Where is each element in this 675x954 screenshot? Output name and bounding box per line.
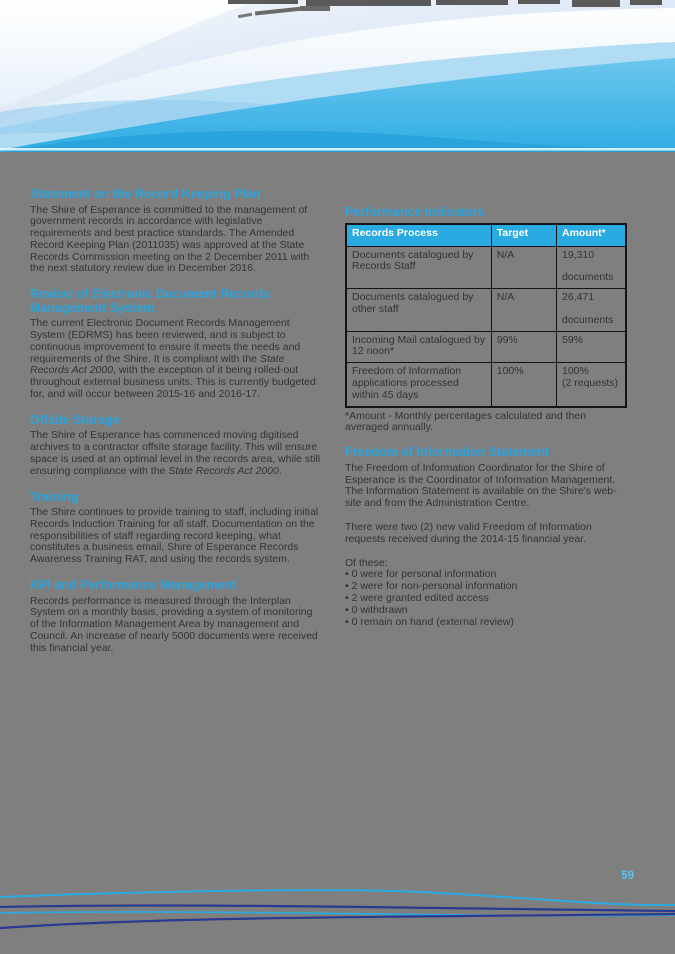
body-part: , with the exception of it being rolled-out throughout external business units. This is currently budgeted for, and will occur between 2015-16 and 2016-17. xyxy=(30,364,316,401)
page-number: 59 xyxy=(621,870,634,882)
cell-amount xyxy=(557,363,627,407)
section-offsite-storage xyxy=(30,414,323,478)
cell-target: 100% xyxy=(491,363,556,407)
list-item: • 0 remain on hand (external review) xyxy=(345,615,514,628)
cell-process: Freedom of Information applications processed within 45 days xyxy=(346,363,491,407)
list-item: • 0 withdrawn xyxy=(345,603,408,616)
section-body xyxy=(30,318,323,401)
section-body: Records performance is measured through the Interplan System on a monthly basis, providing a system of monitoring of the Information Management Area by management and Council. An increase of nearly 5000 documents were received this financial year. xyxy=(30,594,318,654)
amount-unit: documents xyxy=(562,271,614,284)
cutoff-text-fragments xyxy=(0,0,675,22)
column-header-records-process: Records Process xyxy=(346,224,491,247)
cell-process: Documents catalogued by other staff xyxy=(346,289,491,332)
foi-paragraph-1: The Freedom of Information Coordinator for the Shire of Esperance is the Coordinator of Information Management. The Information Statement is available on the Shire's web-site and from the Administration Centre. xyxy=(345,461,617,510)
body-part: . xyxy=(278,464,282,477)
cell-target: 99% xyxy=(491,331,556,363)
right-column xyxy=(345,206,629,628)
body-part: The Shire of Esperance has commenced moving digitised archives to a contractor offsite storage facility. This will ensure space is used at an optimal level in the records area, while still ensuring compliance with the xyxy=(30,429,321,477)
amount-unit: documents xyxy=(562,313,614,326)
performance-indicators-heading: Performance Indicators xyxy=(345,205,485,219)
header-wave-graphic xyxy=(0,0,675,152)
table-row xyxy=(346,331,626,363)
amount-value: 26,471 xyxy=(562,291,595,304)
table-row xyxy=(346,363,626,407)
table-header-row xyxy=(346,224,626,247)
section-body: The Shire of Esperance is committed to the management of government records in accordance with legislative requirements and best practice standards. The Amended Record Keeping Plan (2011035) was approved at the State Records Commission meeting on the 2 December 2011 with the next statutory review due in December 2016. xyxy=(30,203,310,275)
table-row xyxy=(346,246,626,289)
cell-process: Documents catalogued by Records Staff xyxy=(346,246,491,289)
column-header-amount: Amount* xyxy=(557,224,627,247)
cell-amount xyxy=(557,246,627,289)
table-footnote: *Amount - Monthly percentages calculated and then averaged annually. xyxy=(345,409,587,434)
section-heading: Statement on the Record Keeping Plan xyxy=(30,187,261,201)
performance-indicators-table xyxy=(345,223,627,408)
section-training xyxy=(30,491,323,566)
amount-value: 100% xyxy=(562,365,589,378)
amount-value: 19,310 xyxy=(562,248,595,261)
section-heading: Offsite Storage xyxy=(30,412,120,427)
cell-target: N/A xyxy=(491,289,556,332)
section-edrms-review xyxy=(30,288,323,401)
act-title-italic: State Records Act 2000 xyxy=(168,464,279,477)
section-body: The Shire continues to provide training to staff, including initial Records Induction Training for all staff. Documentation on the responsibilities of staff regarding record keeping, what constitutes a business email, Shire of Esperance Records Awareness Training RAT, and using the records system. xyxy=(30,506,319,566)
cell-amount: 59% xyxy=(557,331,627,363)
footer-wave-graphic xyxy=(0,884,675,954)
cell-process: Incoming Mail catalogued by 12 noon* xyxy=(346,331,491,363)
foi-list-intro: Of these: xyxy=(345,556,388,569)
section-record-keeping-plan xyxy=(30,188,323,275)
list-item: • 2 were granted edited access xyxy=(345,591,489,604)
section-kpi-performance xyxy=(30,579,323,654)
foi-heading: Freedom of Information Statement xyxy=(345,445,550,460)
section-body xyxy=(30,430,323,477)
list-item: • 0 were for personal information xyxy=(345,568,497,581)
body-part: The current Electronic Document Records Management System (EDRMS) has been reviewed, and is subject to continuous improvement to ensure it meets the needs and requirements of the Shire. It is compliant with the xyxy=(30,317,301,365)
column-header-target: Target xyxy=(491,224,556,247)
section-foi-statement xyxy=(345,446,629,628)
act-title-italic: State Records Act 2000 xyxy=(30,352,285,377)
section-heading: KPI and Performance Management xyxy=(30,578,237,593)
section-heading: Review of Electronic Document Records Management System xyxy=(30,287,271,315)
cell-amount xyxy=(557,289,627,332)
section-heading: Training xyxy=(30,489,79,504)
table-row xyxy=(346,289,626,332)
amount-unit: (2 requests) xyxy=(562,377,619,390)
cell-target: N/A xyxy=(491,246,556,289)
foi-paragraph-2: There were two (2) new valid Freedom of Information requests received during the 2014-15 financial year. xyxy=(345,520,592,545)
left-column xyxy=(30,188,323,668)
list-item: • 2 were for non-personal information xyxy=(345,580,518,593)
